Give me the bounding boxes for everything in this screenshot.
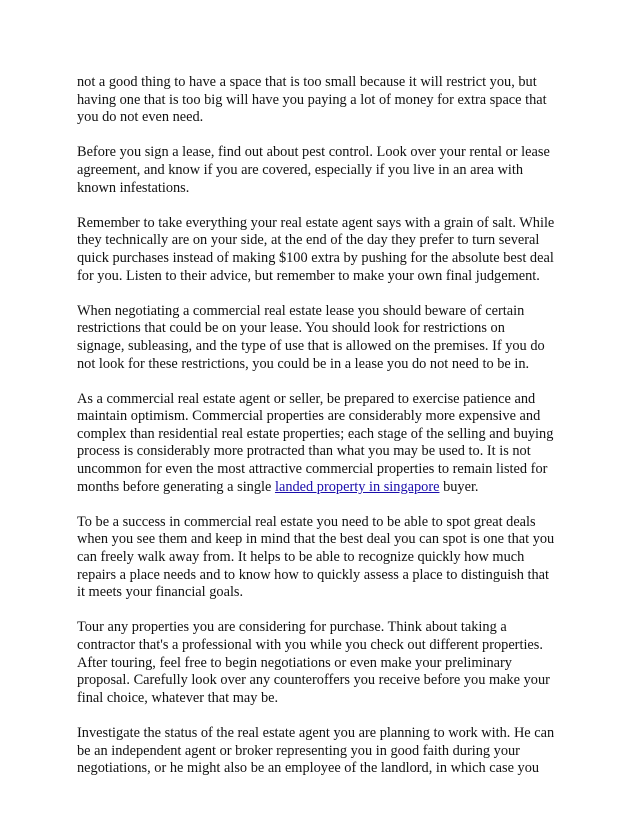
text-line: be an independent agent or broker representing you in good faith during your bbox=[77, 742, 520, 759]
link-line-before: months before generating a single bbox=[77, 478, 275, 495]
text-line: signage, subleasing, and the type of use that is allowed on the premises. If you do bbox=[77, 337, 545, 354]
text-line: Tour any properties you are considering for purchase. Think about taking a bbox=[77, 619, 507, 636]
text-line: you do not even need. bbox=[77, 109, 204, 126]
text-line: complex than residential real estate properties; each stage of the selling and buying bbox=[77, 425, 554, 442]
text-line: it meets your financial goals. bbox=[77, 584, 244, 601]
text-line: they technically are on your side, at the end of the day they prefer to turn several bbox=[77, 232, 540, 249]
text-line: restrictions that could be on your lease. You should look for restrictions on bbox=[77, 320, 505, 337]
paragraph-6 bbox=[77, 514, 577, 602]
text-line: known infestations. bbox=[77, 179, 190, 196]
paragraph-5 bbox=[77, 391, 577, 497]
link-line-after: buyer. bbox=[439, 478, 479, 495]
text-line: After touring, feel free to begin negotiations or even make your preliminary bbox=[77, 654, 512, 671]
text-line: proposal. Carefully look over any counteroffers you receive before you make your bbox=[77, 672, 550, 689]
text-line: quick purchases instead of making $100 extra by pushing for the absolute best deal bbox=[77, 249, 554, 266]
text-line: uncommon for even the most attractive commercial properties to remain listed for bbox=[77, 461, 548, 478]
text-line: When negotiating a commercial real estate lease you should beware of certain bbox=[77, 302, 525, 319]
text-line: repairs a place needs and to know how to quickly assess a place to distinguish that bbox=[77, 566, 550, 583]
text-line: Remember to take everything your real estate agent says with a grain of salt. While bbox=[77, 214, 555, 231]
paragraph-7 bbox=[77, 619, 577, 707]
text-line: negotiations, or he might also be an employee of the landlord, in which case you bbox=[77, 760, 540, 777]
text-line: To be a success in commercial real estate you need to be able to spot great deals bbox=[77, 513, 536, 530]
text-line: agreement, and know if you are covered, especially if you live in an area with bbox=[77, 161, 524, 178]
landed-property-link[interactable]: landed property in singapore bbox=[274, 478, 440, 495]
text-line: can freely walk away from. It helps to be able to recognize quickly how much bbox=[77, 549, 525, 566]
document-page bbox=[77, 74, 577, 778]
paragraph-4 bbox=[77, 303, 577, 373]
text-line: maintain optimism. Commercial properties are considerably more expensive and bbox=[77, 408, 541, 425]
text-line: process is considerably more protracted than what you may be used to. It is not bbox=[77, 443, 531, 460]
paragraph-3 bbox=[77, 215, 577, 285]
paragraph-1 bbox=[77, 74, 577, 127]
paragraph-8 bbox=[77, 725, 577, 778]
text-line: not a good thing to have a space that is too small because it will restrict you, but bbox=[77, 74, 537, 90]
text-line: Investigate the status of the real estate agent you are planning to work with. He can bbox=[77, 724, 555, 741]
text-line: Before you sign a lease, find out about pest control. Look over your rental or lease bbox=[77, 144, 550, 161]
text-line: having one that is too big will have you paying a lot of money for extra space that bbox=[77, 91, 547, 108]
paragraph-2 bbox=[77, 144, 577, 197]
text-line: contractor that's a professional with you while you check out different properties. bbox=[77, 637, 543, 653]
text-line: not look for these restrictions, you could be in a lease you do not need to be in. bbox=[77, 355, 530, 372]
text-line: for you. Listen to their advice, but remember to make your own final judgement. bbox=[77, 267, 540, 284]
text-line-with-link bbox=[77, 479, 577, 497]
text-line: when you see them and keep in mind that the best deal you can spot is one that you bbox=[77, 531, 555, 548]
text-line: As a commercial real estate agent or seller, be prepared to exercise patience and bbox=[77, 390, 536, 407]
text-line: final choice, whatever that may be. bbox=[77, 689, 279, 706]
